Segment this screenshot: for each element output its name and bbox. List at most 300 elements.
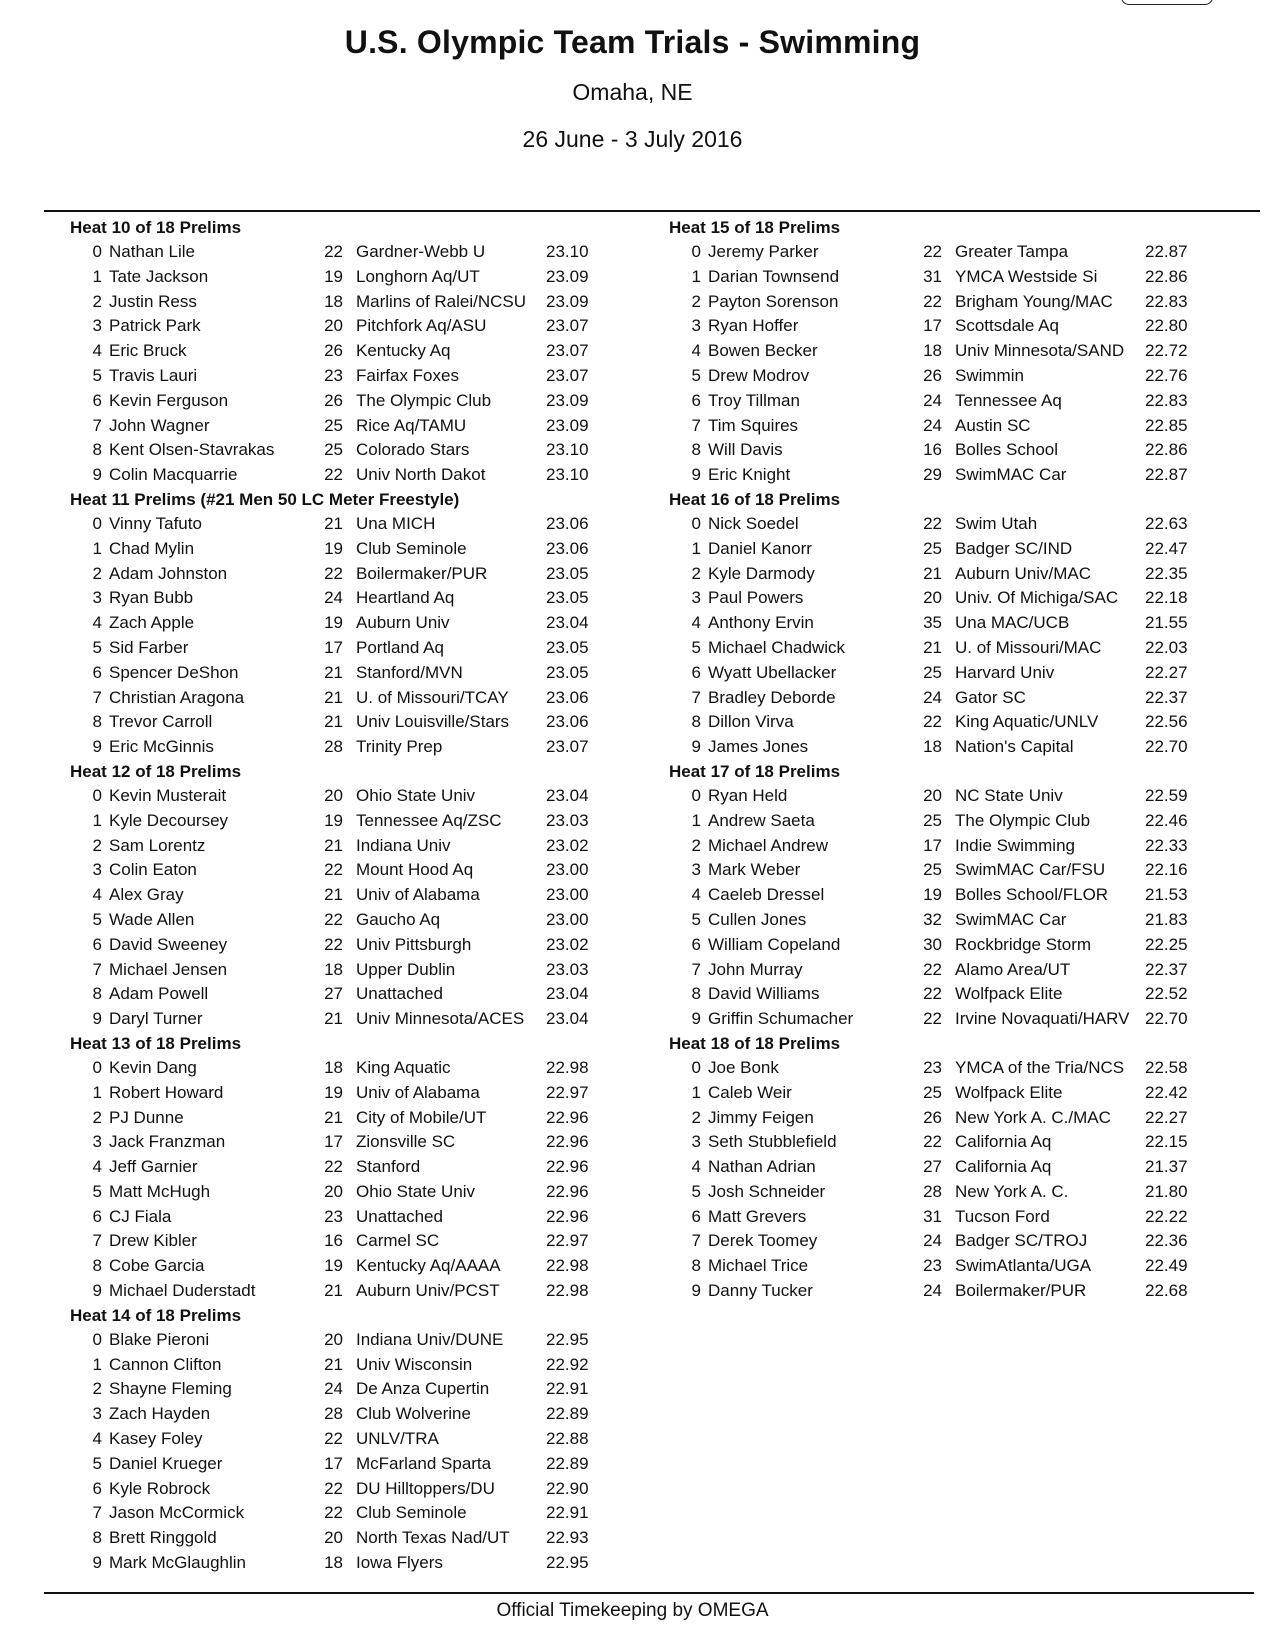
seed-time: 22.93 — [546, 1528, 589, 1548]
seed-time: 22.96 — [546, 1132, 589, 1152]
swimmer-name: Wade Allen — [109, 909, 195, 929]
table-row — [669, 982, 1188, 1007]
seed-time: 23.05 — [546, 563, 589, 583]
lane-number: 1 — [92, 266, 102, 286]
table-row — [669, 389, 1188, 414]
table-row — [70, 364, 589, 389]
meet-dates: 26 June - 3 July 2016 — [522, 126, 743, 152]
team-name: U. of Missouri/TCAY — [356, 687, 509, 707]
swimmer-name: Kent Olsen-Stavrakas — [109, 440, 275, 460]
swimmer-age: 21 — [324, 712, 343, 732]
swimmer-age: 23 — [923, 1057, 942, 1077]
lane-number: 8 — [92, 984, 102, 1004]
seed-time: 22.98 — [546, 1256, 589, 1276]
team-name: Iowa Flyers — [356, 1553, 443, 1573]
seed-time: 22.89 — [546, 1404, 589, 1424]
swimmer-name: Mark McGlaughlin — [109, 1553, 246, 1573]
table-row — [70, 1081, 589, 1106]
seed-time: 23.03 — [546, 810, 589, 830]
team-name: Badger SC/IND — [955, 538, 1073, 558]
swimmer-name: Tim Squires — [708, 415, 799, 435]
swimmer-name: Eric Knight — [708, 465, 791, 485]
heat-block — [669, 1032, 1188, 1304]
table-row — [669, 883, 1188, 908]
swimmer-age: 19 — [324, 1082, 343, 1102]
lane-number: 0 — [691, 1057, 701, 1077]
seed-time: 22.22 — [1145, 1206, 1188, 1226]
heat-title: Heat 16 of 18 Prelims — [669, 489, 841, 509]
team-name: Club Seminole — [356, 538, 467, 558]
team-name: Auburn Univ/MAC — [955, 563, 1092, 583]
team-name: Gator SC — [955, 687, 1026, 707]
table-row — [70, 1377, 589, 1402]
swimmer-name: John Wagner — [109, 415, 210, 435]
swimmer-name: Michael Duderstadt — [109, 1281, 256, 1301]
lane-number: 4 — [92, 613, 102, 633]
table-row — [70, 611, 589, 636]
swimmer-name: Jason McCormick — [109, 1503, 245, 1523]
swimmer-age: 24 — [923, 390, 942, 410]
table-row — [669, 1229, 1188, 1254]
lane-number: 2 — [691, 1107, 701, 1127]
swimmer-name: Bradley Deborde — [708, 687, 836, 707]
swimmer-name: Alex Gray — [109, 885, 184, 905]
seed-time: 23.00 — [546, 860, 589, 880]
seed-time: 23.04 — [546, 785, 589, 805]
swimmer-age: 22 — [324, 465, 343, 485]
team-name: Kentucky Aq — [356, 341, 451, 361]
table-row — [70, 1402, 589, 1427]
swimmer-name: Nick Soedel — [708, 513, 799, 533]
seed-time: 22.37 — [1145, 959, 1188, 979]
team-name: Zionsville SC — [356, 1132, 456, 1152]
heat-block — [669, 488, 1188, 760]
seed-time: 23.06 — [546, 538, 589, 558]
lane-number: 2 — [92, 291, 102, 311]
swimmer-name: Adam Powell — [109, 984, 209, 1004]
swimmer-name: Troy Tillman — [708, 390, 800, 410]
table-row — [70, 1353, 589, 1378]
swimmer-age: 25 — [923, 1082, 942, 1102]
lane-number: 2 — [691, 563, 701, 583]
swimmer-name: Ryan Hoffer — [708, 316, 799, 336]
swimmer-name: Michael Jensen — [109, 959, 228, 979]
team-name: YMCA of the Tria/NCS — [955, 1057, 1125, 1077]
swimmer-age: 25 — [923, 662, 942, 682]
table-row — [70, 240, 589, 265]
lane-number: 3 — [92, 1404, 102, 1424]
seed-time: 22.27 — [1145, 1107, 1188, 1127]
lane-number: 5 — [691, 365, 701, 385]
swimmer-age: 24 — [923, 415, 942, 435]
lane-number: 5 — [92, 1181, 102, 1201]
team-name: NC State Univ — [955, 785, 1063, 805]
swimmer-age: 25 — [324, 415, 343, 435]
swimmer-name: Daryl Turner — [109, 1009, 203, 1029]
team-name: Scottsdale Aq — [955, 316, 1059, 336]
swimmer-age: 21 — [324, 835, 343, 855]
lane-number: 1 — [92, 810, 102, 830]
swimmer-age: 25 — [324, 440, 343, 460]
table-row — [70, 1130, 589, 1155]
swimmer-age: 22 — [923, 712, 942, 732]
seed-time: 22.70 — [1145, 737, 1188, 757]
lane-number: 0 — [92, 1057, 102, 1077]
table-row — [70, 463, 589, 488]
seed-time: 22.95 — [546, 1553, 589, 1573]
lane-number: 0 — [691, 242, 701, 261]
team-name: Auburn Univ/PCST — [356, 1281, 500, 1301]
seed-time: 23.07 — [546, 316, 589, 336]
seed-time: 22.87 — [1145, 242, 1188, 261]
lane-number: 8 — [691, 1256, 701, 1276]
swimmer-name: Wyatt Ubellacker — [708, 662, 837, 682]
swimmer-name: Christian Aragona — [109, 687, 245, 707]
swimmer-name: Will Davis — [708, 440, 783, 460]
table-row — [669, 858, 1188, 883]
lane-number: 0 — [92, 513, 102, 533]
swimmer-age: 26 — [923, 1107, 942, 1127]
seed-time: 22.27 — [1145, 662, 1188, 682]
seed-time: 22.70 — [1145, 1009, 1188, 1029]
team-name: Univ. Of Michiga/SAC — [955, 588, 1119, 608]
team-name: California Aq — [955, 1157, 1052, 1177]
swimmer-name: Michael Andrew — [708, 835, 829, 855]
lane-number: 7 — [92, 959, 102, 979]
swimmer-age: 19 — [324, 538, 343, 558]
swimmer-name: Kevin Ferguson — [109, 390, 229, 410]
swimmer-age: 17 — [324, 1132, 343, 1152]
table-row — [70, 1155, 589, 1180]
lane-number: 3 — [691, 588, 701, 608]
swimmer-age: 30 — [923, 934, 942, 954]
seed-time: 22.86 — [1145, 440, 1188, 460]
lane-number: 5 — [691, 1181, 701, 1201]
seed-time: 23.04 — [546, 984, 589, 1004]
lane-number: 3 — [92, 588, 102, 608]
swimmer-name: Trevor Carroll — [109, 712, 213, 732]
swimmer-age: 26 — [324, 341, 343, 361]
team-name: Univ Pittsburgh — [356, 934, 472, 954]
team-name: McFarland Sparta — [356, 1453, 492, 1473]
swimmer-name: William Copeland — [708, 934, 841, 954]
swimmer-age: 18 — [324, 1553, 343, 1573]
team-name: Club Wolverine — [356, 1404, 471, 1424]
swimmer-name: Zach Apple — [109, 613, 195, 633]
swimmer-name: Anthony Ervin — [708, 613, 814, 633]
seed-time: 22.92 — [546, 1354, 589, 1374]
swimmer-name: Shayne Fleming — [109, 1379, 232, 1399]
team-name: Indiana Univ — [356, 835, 451, 855]
lane-number: 7 — [92, 1231, 102, 1251]
table-row — [70, 982, 589, 1007]
document-header — [0, 24, 1265, 153]
team-name: Kentucky Aq/AAAA — [356, 1256, 501, 1276]
table-row — [669, 1180, 1188, 1205]
team-name: Indiana Univ/DUNE — [356, 1329, 504, 1349]
team-name: Wolfpack Elite — [955, 1082, 1063, 1102]
swimmer-age: 25 — [923, 860, 942, 880]
table-row — [70, 1427, 589, 1452]
lane-number: 9 — [92, 1009, 102, 1029]
team-name: King Aquatic/UNLV — [955, 712, 1099, 732]
seed-time: 22.37 — [1145, 687, 1188, 707]
swimmer-age: 24 — [324, 588, 343, 608]
swimmer-name: Kyle Decoursey — [109, 810, 229, 830]
seed-time: 22.96 — [546, 1157, 589, 1177]
seed-time: 22.16 — [1145, 860, 1188, 880]
swimmer-name: Michael Trice — [708, 1256, 809, 1276]
swimmer-name: Cobe Garcia — [109, 1256, 205, 1276]
heat-block — [669, 760, 1188, 1032]
swimmer-age: 20 — [923, 588, 942, 608]
swimmer-age: 21 — [923, 563, 942, 583]
swimmer-name: Cannon Clifton — [109, 1354, 222, 1374]
swimmer-age: 23 — [324, 365, 343, 385]
seed-time: 22.90 — [546, 1478, 589, 1498]
table-row — [669, 463, 1188, 488]
lane-number: 6 — [691, 1206, 701, 1226]
swimmer-age: 26 — [923, 365, 942, 385]
table-row — [669, 611, 1188, 636]
swimmer-name: Mark Weber — [708, 860, 801, 880]
seed-time: 23.09 — [546, 390, 589, 410]
swimmer-age: 26 — [324, 390, 343, 410]
swimmer-age: 21 — [324, 1281, 343, 1301]
page-corner-tab — [1121, 0, 1213, 5]
team-name: SwimMAC Car — [955, 909, 1067, 929]
bottom-divider — [44, 1592, 1254, 1594]
swimmer-age: 22 — [923, 984, 942, 1004]
table-row — [70, 958, 589, 983]
lane-number: 9 — [691, 1281, 701, 1301]
heat-title: Heat 13 of 18 Prelims — [70, 1033, 242, 1053]
lane-number: 7 — [691, 1231, 701, 1251]
lane-number: 8 — [691, 712, 701, 732]
table-row — [70, 1526, 589, 1551]
swimmer-name: Nathan Adrian — [708, 1157, 816, 1177]
seed-time: 22.98 — [546, 1281, 589, 1301]
table-row — [669, 1056, 1188, 1081]
table-row — [70, 661, 589, 686]
table-row — [669, 562, 1188, 587]
lane-number: 8 — [92, 712, 102, 732]
table-row — [669, 735, 1188, 760]
lane-number: 3 — [92, 316, 102, 336]
table-row — [70, 1106, 589, 1131]
swimmer-age: 28 — [324, 737, 343, 757]
seed-time: 22.98 — [546, 1057, 589, 1077]
lane-number: 2 — [92, 835, 102, 855]
seed-time: 23.06 — [546, 712, 589, 732]
team-name: Bolles School — [955, 440, 1059, 460]
seed-time: 22.18 — [1145, 588, 1188, 608]
heat-title: Heat 10 of 18 Prelims — [70, 218, 242, 237]
seed-time: 23.07 — [546, 737, 589, 757]
seed-time: 21.55 — [1145, 613, 1188, 633]
table-row — [70, 1452, 589, 1477]
seed-time: 22.87 — [1145, 465, 1188, 485]
swimmer-age: 24 — [923, 1281, 942, 1301]
lane-number: 9 — [691, 1009, 701, 1029]
swimmer-age: 20 — [324, 1329, 343, 1349]
swimmer-name: Sid Farber — [109, 637, 189, 657]
lane-number: 8 — [691, 984, 701, 1004]
team-name: SwimAtlanta/UGA — [955, 1256, 1092, 1276]
swimmer-age: 18 — [923, 737, 942, 757]
table-row — [669, 1007, 1188, 1032]
team-name: Boilermaker/PUR — [955, 1281, 1087, 1301]
lane-number: 4 — [691, 341, 701, 361]
lane-number: 1 — [92, 1082, 102, 1102]
table-row — [70, 1254, 589, 1279]
table-row — [669, 1081, 1188, 1106]
team-name: Auburn Univ — [356, 613, 450, 633]
swimmer-name: Matt McHugh — [109, 1181, 211, 1201]
table-row — [70, 809, 589, 834]
swimmer-age: 21 — [324, 1354, 343, 1374]
swimmer-name: Kasey Foley — [109, 1429, 203, 1449]
lane-number: 7 — [691, 687, 701, 707]
swimmer-age: 22 — [324, 909, 343, 929]
team-name: Stanford/MVN — [356, 662, 463, 682]
swimmer-name: Drew Modrov — [708, 365, 810, 385]
lane-number: 5 — [691, 909, 701, 929]
heat-title: Heat 18 of 18 Prelims — [669, 1033, 841, 1053]
lane-number: 9 — [691, 465, 701, 485]
swimmer-name: Vinny Tafuto — [109, 513, 202, 533]
table-row — [669, 537, 1188, 562]
swimmer-age: 20 — [324, 1528, 343, 1548]
heat-title: Heat 11 Prelims (#21 Men 50 LC Meter Freestyle) — [70, 489, 460, 509]
swimmer-name: Jeff Garnier — [109, 1157, 198, 1177]
table-row — [70, 735, 589, 760]
swimmer-age: 20 — [324, 785, 343, 805]
swimmer-age: 24 — [324, 1379, 343, 1399]
team-name: Badger SC/TROJ — [955, 1231, 1088, 1251]
lane-number: 2 — [691, 291, 701, 311]
meet-title: U.S. Olympic Team Trials - Swimming — [344, 24, 921, 60]
swimmer-name: Tate Jackson — [109, 266, 209, 286]
team-name: Carmel SC — [356, 1231, 440, 1251]
seed-time: 23.09 — [546, 266, 589, 286]
swimmer-age: 18 — [324, 291, 343, 311]
table-row — [669, 710, 1188, 735]
team-name: Rice Aq/TAMU — [356, 415, 467, 435]
table-row — [669, 1254, 1188, 1279]
table-row — [669, 809, 1188, 834]
swimmer-name: Matt Grevers — [708, 1206, 807, 1226]
team-name: Univ of Alabama — [356, 885, 480, 905]
seed-time: 23.10 — [546, 440, 589, 460]
seed-time: 22.68 — [1145, 1281, 1188, 1301]
team-name: The Olympic Club — [955, 810, 1091, 830]
team-name: Portland Aq — [356, 637, 444, 657]
lane-number: 4 — [92, 341, 102, 361]
swimmer-name: Seth Stubblefield — [708, 1132, 837, 1152]
table-row — [70, 784, 589, 809]
swimmer-name: Derek Toomey — [708, 1231, 818, 1251]
team-name: City of Mobile/UT — [356, 1107, 487, 1127]
team-name: Colorado Stars — [356, 440, 470, 460]
swimmer-name: Zach Hayden — [109, 1404, 211, 1424]
team-name: Gardner-Webb U — [356, 242, 486, 261]
swimmer-name: Colin Macquarrie — [109, 465, 238, 485]
seed-time: 22.76 — [1145, 365, 1188, 385]
lane-number: 2 — [92, 1107, 102, 1127]
team-name: Tennessee Aq/ZSC — [356, 810, 502, 830]
swimmer-name: Michael Chadwick — [708, 637, 845, 657]
swimmer-name: Drew Kibler — [109, 1231, 197, 1251]
swimmer-name: Eric Bruck — [109, 341, 187, 361]
seed-time: 23.06 — [546, 513, 589, 533]
swimmer-age: 20 — [324, 1181, 343, 1201]
team-name: Swimmin — [955, 365, 1024, 385]
team-name: SwimMAC Car/FSU — [955, 860, 1106, 880]
table-row — [70, 265, 589, 290]
swimmer-name: Andrew Saeta — [708, 810, 815, 830]
swimmer-age: 19 — [923, 885, 942, 905]
swimmer-age: 16 — [923, 440, 942, 460]
lane-number: 4 — [92, 1429, 102, 1449]
team-name: Austin SC — [955, 415, 1031, 435]
swimmer-age: 21 — [324, 513, 343, 533]
seed-time: 22.03 — [1145, 637, 1188, 657]
table-row — [669, 290, 1188, 315]
lane-number: 7 — [691, 415, 701, 435]
table-row — [70, 290, 589, 315]
swimmer-age: 25 — [923, 810, 942, 830]
seed-time: 22.56 — [1145, 712, 1188, 732]
swimmer-name: CJ Fiala — [109, 1206, 172, 1226]
lane-number: 3 — [691, 316, 701, 336]
lane-number: 0 — [92, 242, 102, 261]
lane-number: 6 — [691, 934, 701, 954]
swimmer-age: 18 — [324, 959, 343, 979]
seed-time: 23.05 — [546, 662, 589, 682]
swimmer-age: 29 — [923, 465, 942, 485]
swimmer-age: 32 — [923, 909, 942, 929]
swimmer-name: Kyle Robrock — [109, 1478, 211, 1498]
team-name: Univ of Alabama — [356, 1082, 480, 1102]
swimmer-name: Eric McGinnis — [109, 737, 214, 757]
table-row — [70, 1551, 589, 1576]
swimmer-name: Caleb Weir — [708, 1082, 792, 1102]
lane-number: 2 — [691, 835, 701, 855]
table-row — [70, 636, 589, 661]
lane-number: 2 — [92, 563, 102, 583]
swimmer-age: 16 — [324, 1231, 343, 1251]
lane-number: 9 — [92, 465, 102, 485]
team-name: Univ Wisconsin — [356, 1354, 473, 1374]
table-row — [669, 438, 1188, 463]
swimmer-age: 27 — [923, 1157, 942, 1177]
table-row — [669, 958, 1188, 983]
lane-number: 5 — [92, 365, 102, 385]
team-name: California Aq — [955, 1132, 1052, 1152]
table-row — [70, 537, 589, 562]
seed-time: 22.36 — [1145, 1231, 1188, 1251]
team-name: Gaucho Aq — [356, 909, 441, 929]
lane-number: 6 — [691, 390, 701, 410]
lane-number: 9 — [92, 1553, 102, 1573]
swimmer-name: Daniel Kanorr — [708, 538, 812, 558]
swimmer-name: Patrick Park — [109, 316, 201, 336]
lane-number: 7 — [92, 415, 102, 435]
seed-time: 23.04 — [546, 1009, 589, 1029]
team-name: U. of Missouri/MAC — [955, 637, 1102, 657]
team-name: Indie Swimming — [955, 835, 1075, 855]
